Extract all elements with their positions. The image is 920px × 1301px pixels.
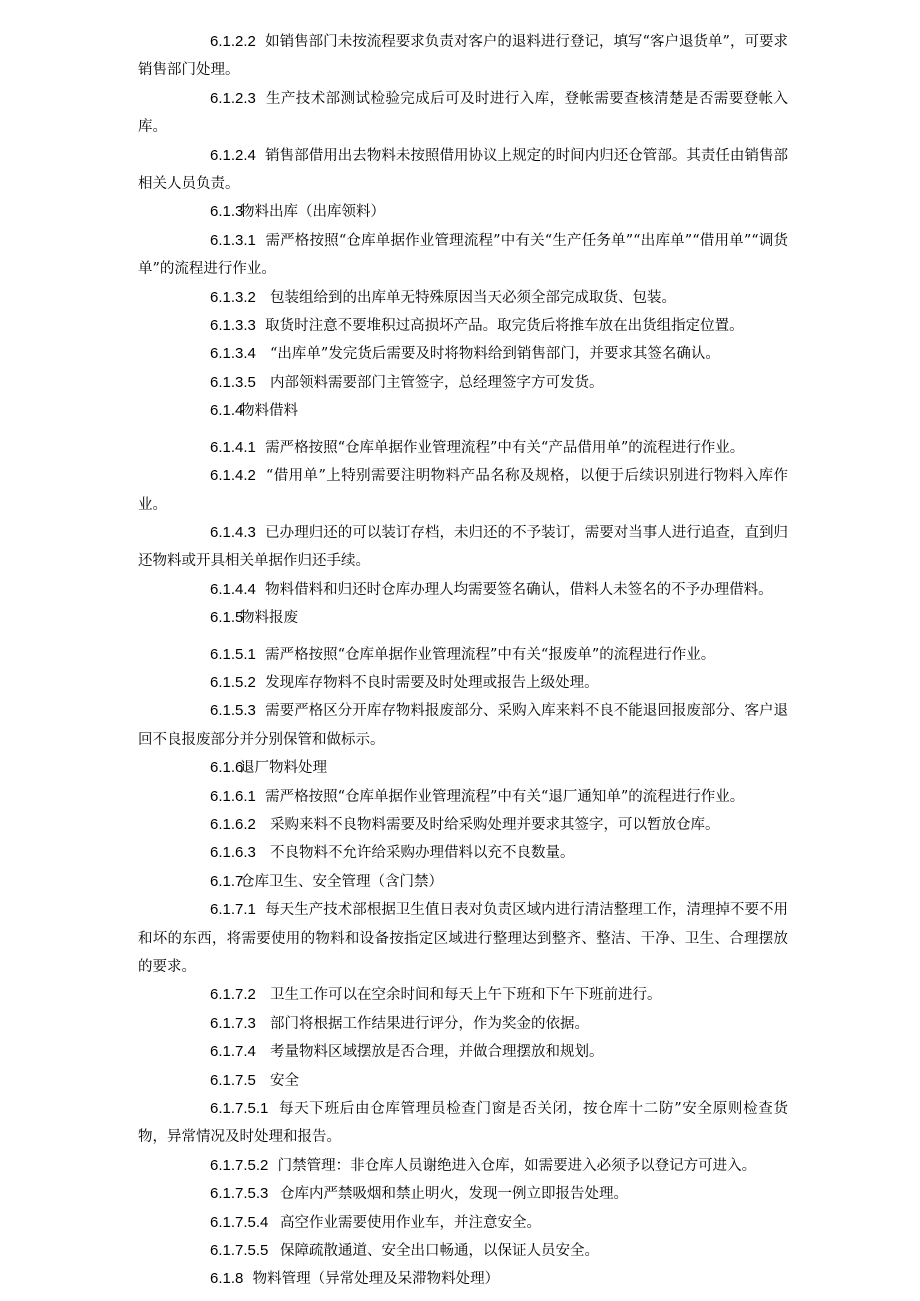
clause-text: 发现库存物料不良时需要及时处理或报告上级处理。 [265,674,599,691]
section-number: 6.1.3 [210,203,244,221]
clause-6-1-7-2 [138,981,788,1009]
document-page [138,28,788,1294]
clause-text: 需严格按照“仓库单据作业管理流程”中有关“生产任务单”“出库单”“借用单”“调货单”的流程进行作业。 [138,232,789,278]
clause-number: 6.1.7.1 [210,901,256,919]
clause-text: 需严格按照“仓库单据作业管理流程”中有关“报废单”的流程进行作业。 [265,646,716,663]
clause-text: “出库单”发完货后需要及时将物料给到销售部门，并要求其签名确认。 [270,346,720,363]
clause-6-1-6-1 [138,783,788,811]
clause-6-1-5-1 [138,641,788,669]
clause-text: 保障疏散通道、安全出口畅通，以保证人员安全。 [280,1243,599,1260]
clause-6-1-7-5-2 [138,1152,788,1180]
clause-text: 已办理归还的可以装订存档，未归还的不予装订，需要对当事人进行追查，直到归还物料或开具相关单据作归还手续。 [138,524,789,570]
clause-number: 6.1.6.3 [210,844,256,862]
section-title: 退厂物料处理 [240,760,327,777]
clause-6-1-4-3 [138,519,788,576]
clause-text: 仓库内严禁吸烟和禁止明火，发现一例立即报告处理。 [280,1186,628,1203]
clause-6-1-4-1 [138,434,788,462]
clause-number: 6.1.5.1 [210,645,256,663]
section-title: 物料借料 [240,403,298,420]
clause-6-1-3-5 [138,369,788,397]
section-title: 物料出库（出库领料） [240,204,385,221]
section-number: 6.1.6 [210,759,244,777]
clause-number: 6.1.4.1 [210,438,256,456]
clause-6-1-6-2 [138,811,788,839]
clause-6-1-7-5-5 [138,1237,788,1265]
clause-number: 6.1.3.4 [210,345,256,363]
clause-text: 如销售部门未按流程要求负责对客户的退料进行登记，填写“客户退货单”，可要求销售部门处理。 [138,34,788,79]
clause-text: 卫生工作可以在空余时间和每天上午下班和下午下班前进行。 [270,987,662,1004]
clause-6-1-3-1 [138,227,788,284]
clause-number: 6.1.6.1 [210,787,256,805]
clause-6-1-7-5-4 [138,1209,788,1237]
section-number: 6.1.4 [210,402,244,420]
clause-number: 6.1.5.2 [210,673,256,691]
clause-number: 6.1.4.3 [210,523,256,541]
clause-6-1-7-4 [138,1038,788,1066]
clause-text: 销售部借用出去物料未按照借用协议上规定的时间内归还仓管部。其责任由销售部相关人员负责。 [138,147,789,193]
clause-text: 安全 [270,1072,299,1089]
clause-6-1-6-3 [138,839,788,867]
section-title: 物料管理（异常处理及呆滞物料处理） [252,1271,500,1288]
clause-number: 6.1.2.3 [210,89,256,107]
clause-number: 6.1.4.4 [210,580,256,598]
clause-number: 6.1.4.2 [210,467,256,485]
clause-number: 6.1.5.3 [210,702,256,720]
clause-text: 物料借料和归还时仓库办理人均需要签名确认，借料人未签名的不予办理借料。 [265,581,773,598]
clause-6-1-5-3 [138,697,788,754]
clause-number: 6.1.3.2 [210,288,256,306]
section-number: 6.1.8 [210,1270,244,1288]
section-6-1-7-heading [138,868,788,896]
clause-number: 6.1.7.5.4 [210,1213,269,1231]
section-title: 仓库卫生、安全管理（含门禁） [240,873,443,890]
clause-number: 6.1.3.3 [210,317,256,335]
clause-6-1-7-5 [138,1067,788,1095]
clause-number: 6.1.7.5.1 [210,1100,269,1118]
clause-number: 6.1.2.2 [210,33,256,50]
clause-number: 6.1.7.5.5 [210,1242,269,1260]
clause-text: 内部领料需要部门主管签字，总经理签字方可发货。 [270,374,604,391]
clause-6-1-2-3 [138,85,788,142]
clause-text: 门禁管理：非仓库人员谢绝进入仓库，如需要进入必须予以登记方可进入。 [277,1157,757,1174]
clause-text: 需要严格区分开库存物料报废部分、采购入库来料不良不能退回报废部分、客户退回不良报废部分并分别保管和做标示。 [138,703,789,748]
clause-text: “借用单”上特别需要注明物料产品名称及规格，以便于后续识别进行物料入库作业。 [138,468,789,513]
section-6-1-5-heading [138,604,788,632]
section-title: 物料报废 [240,610,298,627]
clause-6-1-7-1 [138,896,788,981]
section-number: 6.1.5 [210,609,244,627]
clause-number: 6.1.7.4 [210,1043,256,1061]
clause-text: 取货时注意不要堆积过高损坏产品。取完货后将推车放在出货组指定位置。 [265,318,744,335]
clause-6-1-5-2 [138,669,788,697]
clause-text: 部门将根据工作结果进行评分，作为奖金的依据。 [270,1015,589,1032]
clause-number: 6.1.3.1 [210,231,256,249]
clause-6-1-7-5-1 [138,1095,788,1152]
clause-text: 采购来料不良物料需要及时给采购处理并要求其签字，可以暂放仓库。 [270,816,720,833]
clause-number: 6.1.7.2 [210,986,256,1004]
clause-number: 6.1.7.5.2 [210,1156,269,1174]
clause-text: 每天下班后由仓库管理员检查门窗是否关闭，按仓库十二防”安全原则检查货物，异常情况及时处理和报告。 [138,1101,788,1146]
clause-6-1-2-2 [138,28,788,85]
clause-text: 包装组给到的出库单无特殊原因当天必须全部完成取货、包装。 [270,289,676,306]
clause-6-1-2-4 [138,142,788,199]
clause-text: 需严格按照“仓库单据作业管理流程”中有关“产品借用单”的流程进行作业。 [265,439,745,456]
section-6-1-8-heading [138,1265,788,1293]
clause-6-1-4-4 [138,576,788,604]
clause-number: 6.1.6.2 [210,815,256,833]
clause-text: 生产技术部测试检验完成后可及时进行入库，登帐需要查核清楚是否需要登帐入库。 [138,90,789,136]
clause-number: 6.1.7.5.3 [210,1185,269,1203]
clause-6-1-3-3 [138,312,788,340]
section-6-1-3-heading [138,198,788,226]
clause-6-1-3-4 [138,340,788,368]
clause-number: 6.1.7.3 [210,1014,256,1032]
section-6-1-4-heading [138,397,788,425]
clause-number: 6.1.2.4 [210,146,256,164]
clause-6-1-4-2 [138,462,788,519]
clause-text: 需严格按照“仓库单据作业管理流程”中有关“退厂通知单”的流程进行作业。 [265,788,745,805]
clause-number: 6.1.7.5 [210,1071,256,1089]
clause-6-1-3-2 [138,284,788,312]
clause-text: 高空作业需要使用作业车，并注意安全。 [280,1214,541,1231]
clause-text: 考量物料区域摆放是否合理，并做合理摆放和规划。 [270,1044,604,1061]
clause-text: 不良物料不允许给采购办理借料以充不良数量。 [270,845,575,862]
clause-number: 6.1.3.5 [210,373,256,391]
clause-6-1-7-5-3 [138,1180,788,1208]
clause-text: 每天生产技术部根据卫生值日表对负责区域内进行清洁整理工作，清理掉不要不用和坏的东西，将需要使用的物料和设备按指定区域进行整理达到整齐、整洁、干净、卫生、合理摆放的要求。 [138,902,789,975]
section-number: 6.1.7 [210,872,244,890]
section-6-1-6-heading [138,754,788,782]
clause-6-1-7-3 [138,1010,788,1038]
